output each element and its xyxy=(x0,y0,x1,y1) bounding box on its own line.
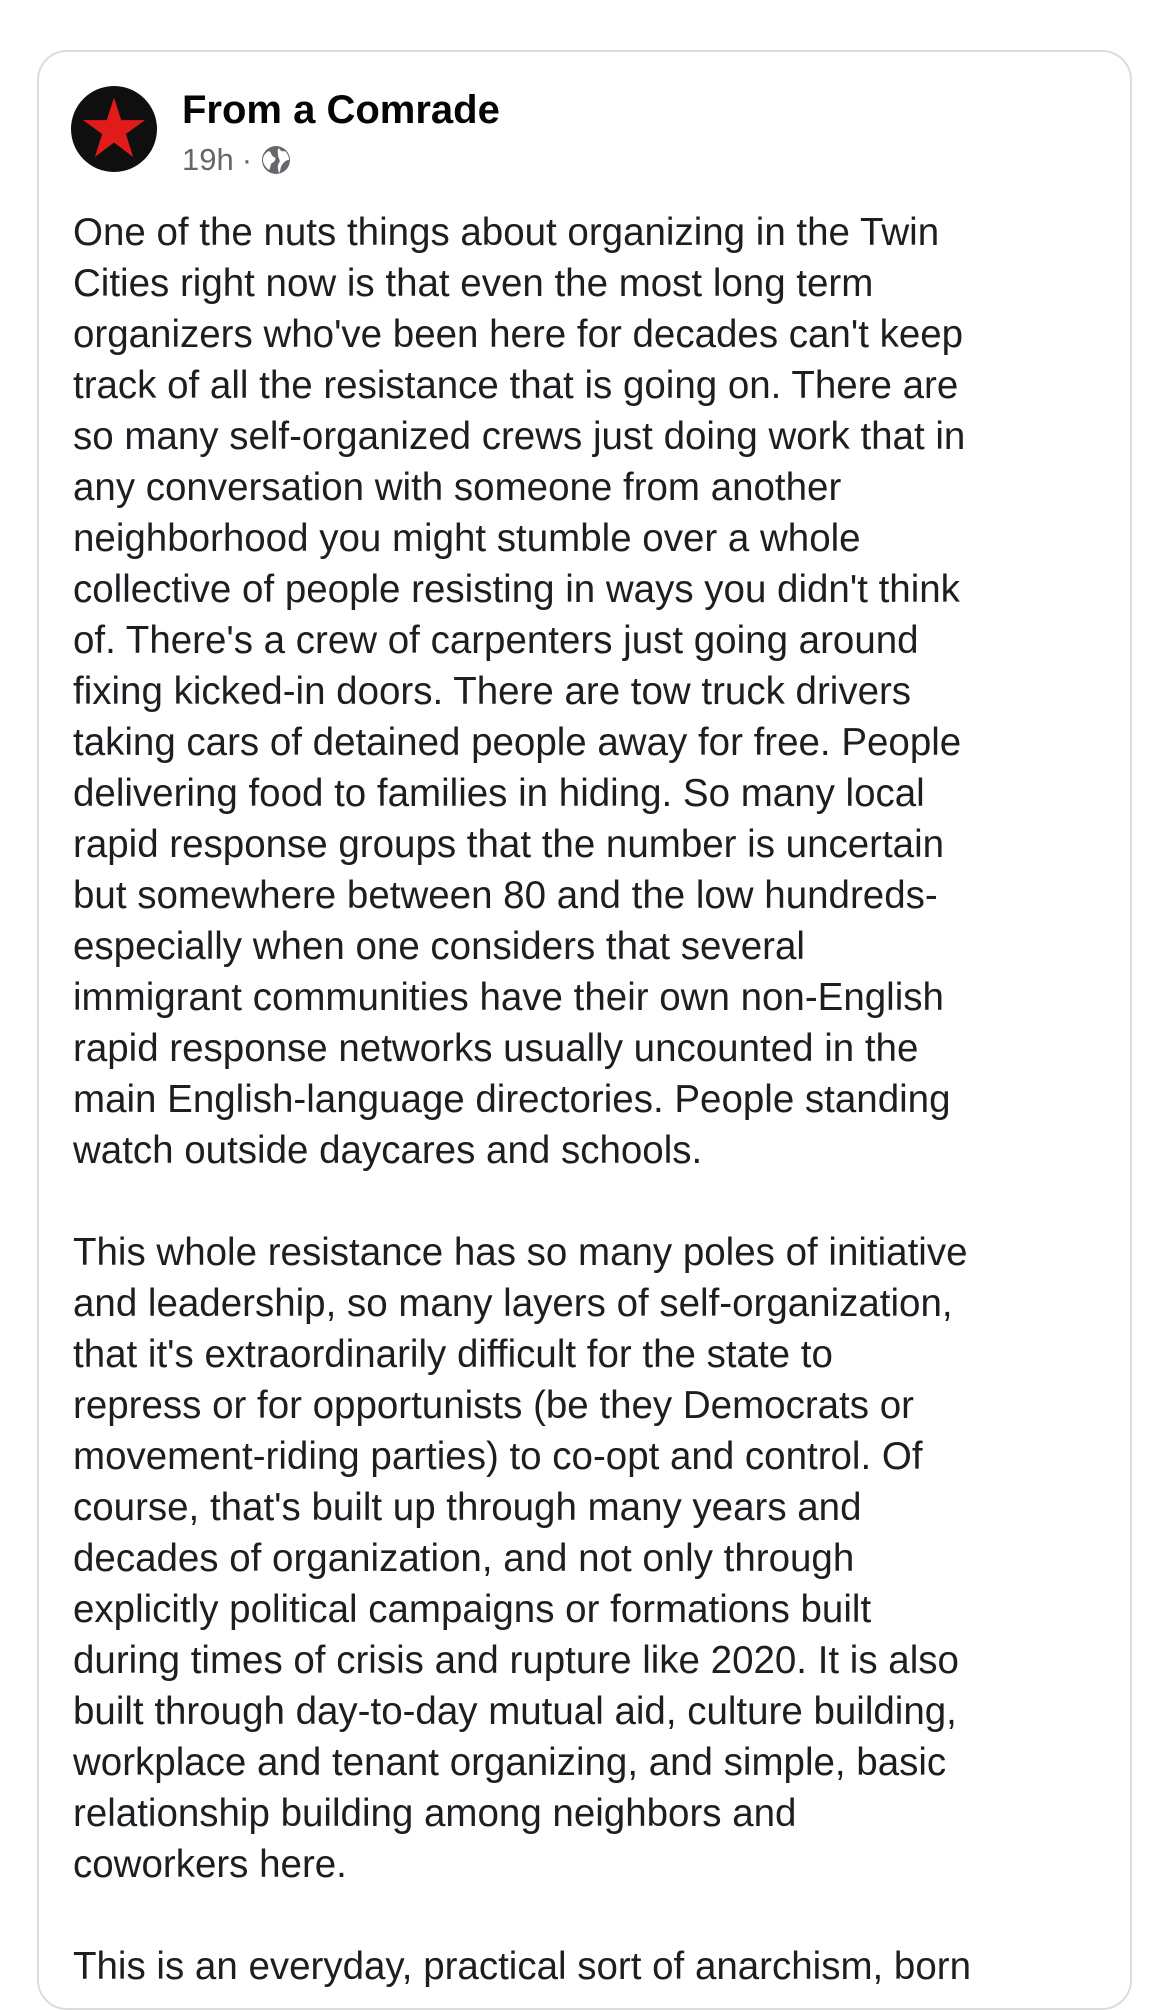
meta-separator: · xyxy=(241,142,253,177)
post-paragraph: This is an everyday, practical sort of anarchism, born xyxy=(73,1945,971,1988)
post-time[interactable]: 19h xyxy=(182,142,234,177)
post-header xyxy=(71,86,1071,176)
red-star-icon xyxy=(81,95,147,161)
author-name[interactable]: From a Comrade xyxy=(182,88,500,132)
post-paragraph: One of the nuts things about organizing in the Twin Cities right now is that even the most long term organizers who've been here for decades can't keep track of all the resistance that is going on. There are so many self-organized crews just doing work that in any conversation with someone from another neighborhood you might stumble over a whole collective of people resisting in ways you didn't think of. There's a crew of carpenters just going around fixing kicked-in doors. There are tow truck drivers taking cars of detained people away for free. People delivering food to families in hiding. So many local rapid response groups that the number is uncertain but somewhere between 80 and the low hundreds- especially when one considers that several immigrant communities have their own non-English rapid response networks usually uncounted in the main English-language directories. People standing watch outside daycares and schools. xyxy=(73,211,966,1172)
post-paragraph: This whole resistance has so many poles of initiative and leadership, so many layers of self-organization, that it's extraordinarily difficult for the state to repress or for opportunists (be they Democrats or movement-riding parties) to co-opt and control. Of course, that's built up through many years and decades of organization, and not only through explicitly political campaigns or formations built during times of crisis and rupture like 2020. It is also built through day-to-day mutual aid, culture building, workplace and tenant organizing, and simple, basic relationship building among neighbors and coworkers here. xyxy=(73,1231,968,1886)
post-card xyxy=(37,50,1132,2010)
post-body xyxy=(73,207,1132,2010)
globe-icon[interactable] xyxy=(260,144,292,176)
avatar[interactable] xyxy=(71,86,157,172)
post-meta xyxy=(182,140,292,180)
